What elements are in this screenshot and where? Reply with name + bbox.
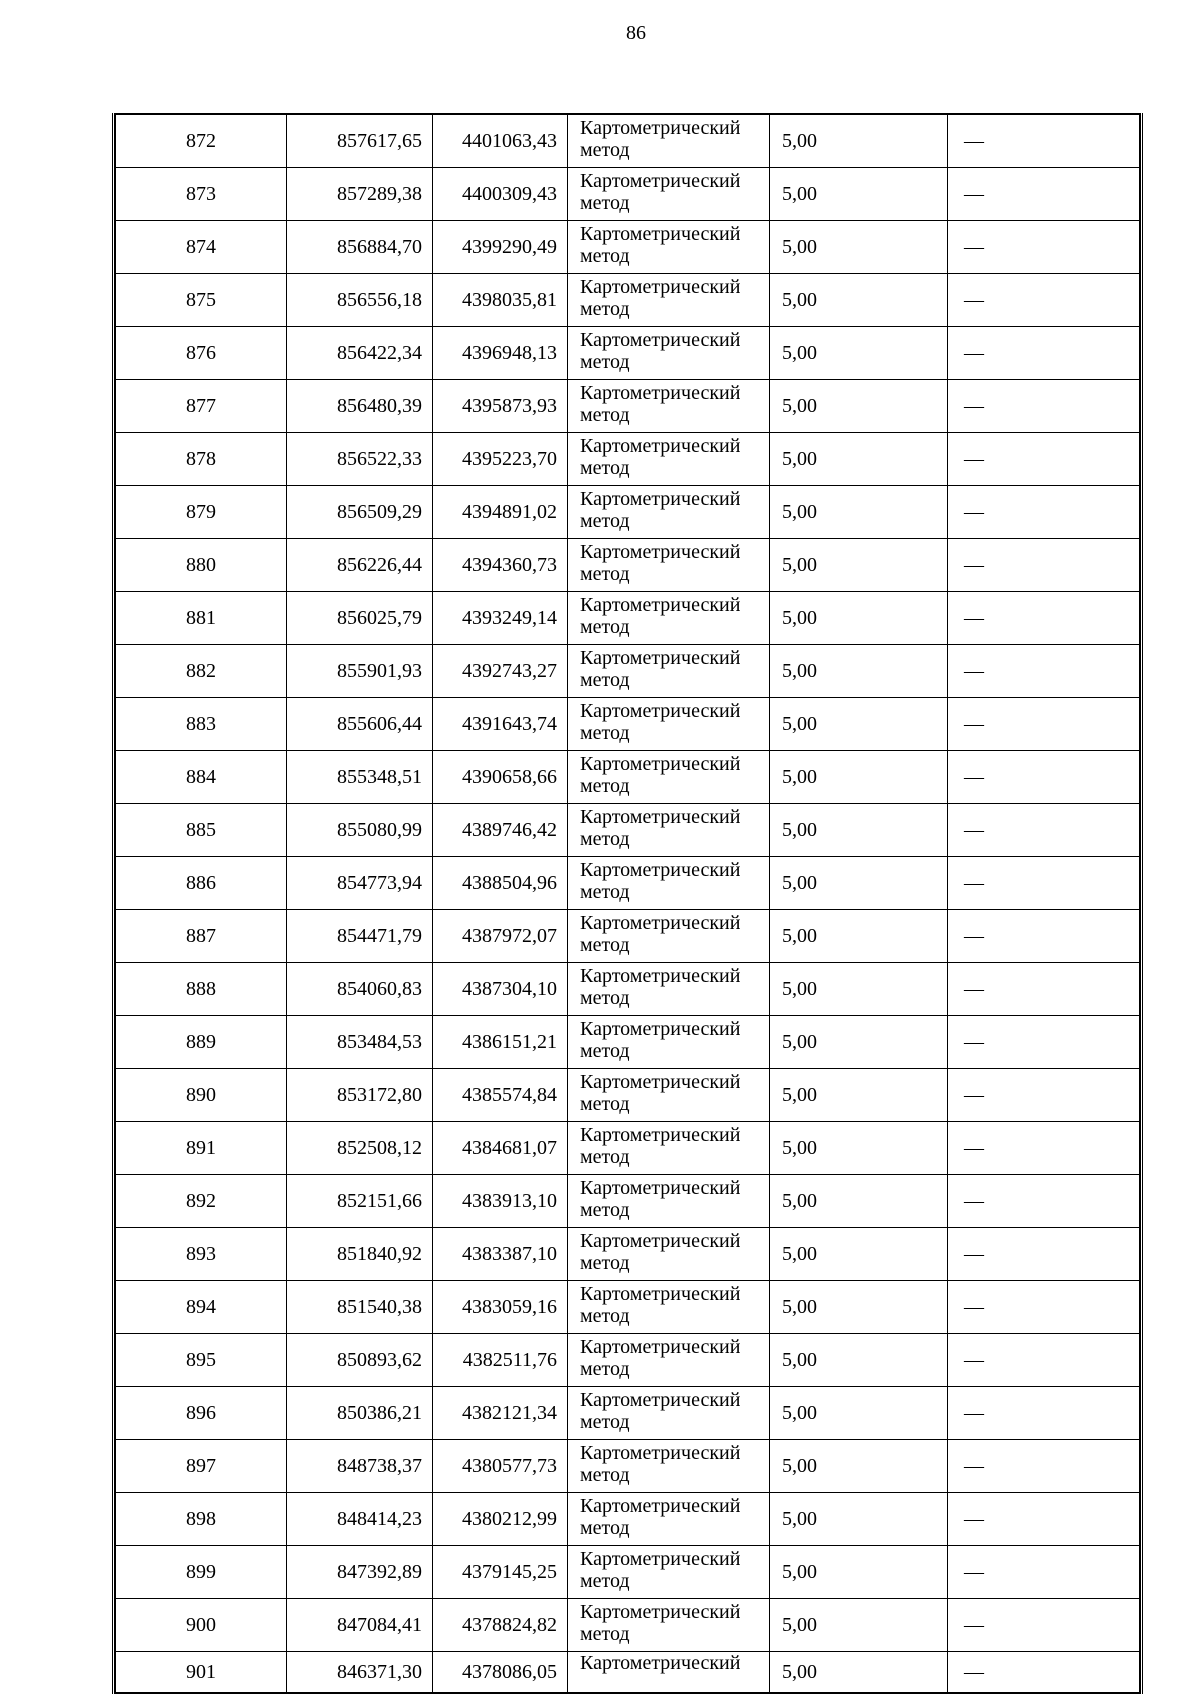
coordinate-y: 4385574,84: [433, 1069, 568, 1122]
accuracy-cell: 5,00: [770, 1228, 948, 1281]
method-line-1: Картометрический: [580, 382, 741, 404]
table-row: [116, 1387, 1140, 1440]
method-cell: [568, 804, 770, 857]
method-line-2: метод: [580, 510, 630, 532]
accuracy-cell: 5,00: [770, 963, 948, 1016]
table-row: [116, 114, 1140, 168]
method-line-1: Картометрический: [580, 1601, 741, 1623]
method-line-1: Картометрический: [580, 1283, 741, 1305]
point-number: 875: [116, 274, 287, 327]
coordinate-y: 4394360,73: [433, 539, 568, 592]
coordinate-y: 4398035,81: [433, 274, 568, 327]
method-line-2: метод: [580, 1570, 630, 1592]
description-cell: —: [948, 1334, 1140, 1387]
point-number: 884: [116, 751, 287, 804]
table-row: [116, 168, 1140, 221]
table-row: [116, 433, 1140, 486]
method-line-2: метод: [580, 722, 630, 744]
coordinate-x: 850386,21: [287, 1387, 433, 1440]
description-cell: —: [948, 1016, 1140, 1069]
method-line-1: Картометрический: [580, 1652, 741, 1674]
method-line-1: Картометрический: [580, 1230, 741, 1252]
table-row: [116, 751, 1140, 804]
method-cell: [568, 751, 770, 804]
coordinate-y: 4380577,73: [433, 1440, 568, 1493]
method-cell: [568, 168, 770, 221]
method-line-2: метод: [580, 298, 630, 320]
coordinate-y: 4391643,74: [433, 698, 568, 751]
method-cell: [568, 1493, 770, 1546]
coordinate-x: 847392,89: [287, 1546, 433, 1599]
coordinate-x: 852508,12: [287, 1122, 433, 1175]
point-number: 887: [116, 910, 287, 963]
method-line-1: Картометрический: [580, 117, 741, 139]
coordinate-y: 4392743,27: [433, 645, 568, 698]
description-cell: —: [948, 857, 1140, 910]
accuracy-cell: 5,00: [770, 751, 948, 804]
method-line-2: метод: [580, 192, 630, 214]
table-row: [116, 221, 1140, 274]
coordinate-y: 4382511,76: [433, 1334, 568, 1387]
method-cell: [568, 1334, 770, 1387]
method-cell: [568, 1599, 770, 1652]
accuracy-cell: 5,00: [770, 1599, 948, 1652]
method-cell: [568, 539, 770, 592]
accuracy-cell: 5,00: [770, 1281, 948, 1334]
coordinate-x: 852151,66: [287, 1175, 433, 1228]
accuracy-cell: 5,00: [770, 1069, 948, 1122]
coordinate-y: 4383913,10: [433, 1175, 568, 1228]
accuracy-cell: 5,00: [770, 1122, 948, 1175]
method-line-2: метод: [580, 139, 630, 161]
coordinate-y: 4401063,43: [433, 114, 568, 168]
table-row: [116, 963, 1140, 1016]
description-cell: —: [948, 698, 1140, 751]
method-line-2: метод: [580, 775, 630, 797]
coordinate-y: 4399290,49: [433, 221, 568, 274]
method-line-1: Картометрический: [580, 594, 741, 616]
coordinate-x: 857617,65: [287, 114, 433, 168]
table-row: [116, 1069, 1140, 1122]
coordinate-y: 4394891,02: [433, 486, 568, 539]
method-line-2: метод: [580, 828, 630, 850]
coordinate-y: 4378086,05: [433, 1652, 568, 1694]
description-cell: —: [948, 380, 1140, 433]
point-number: 880: [116, 539, 287, 592]
method-line-1: Картометрический: [580, 1071, 741, 1093]
coordinate-y: 4384681,07: [433, 1122, 568, 1175]
method-line-2: метод: [580, 1305, 630, 1327]
coordinate-y: 4396948,13: [433, 327, 568, 380]
method-cell: [568, 910, 770, 963]
coordinate-x: 851540,38: [287, 1281, 433, 1334]
description-cell: —: [948, 1281, 1140, 1334]
method-line-2: метод: [580, 351, 630, 373]
accuracy-cell: 5,00: [770, 274, 948, 327]
description-cell: —: [948, 963, 1140, 1016]
accuracy-cell: 5,00: [770, 1334, 948, 1387]
method-cell: [568, 486, 770, 539]
table-row: [116, 857, 1140, 910]
method-line-2: метод: [580, 1411, 630, 1433]
accuracy-cell: 5,00: [770, 1016, 948, 1069]
coordinate-y: 4383387,10: [433, 1228, 568, 1281]
method-cell: [568, 1281, 770, 1334]
method-cell: [568, 963, 770, 1016]
method-line-1: Картометрический: [580, 1336, 741, 1358]
point-number: 899: [116, 1546, 287, 1599]
method-line-1: Картометрический: [580, 1442, 741, 1464]
coordinate-x: 855901,93: [287, 645, 433, 698]
method-line-1: Картометрический: [580, 488, 741, 510]
method-line-1: Картометрический: [580, 1124, 741, 1146]
method-cell: [568, 1228, 770, 1281]
method-cell: [568, 114, 770, 168]
method-line-2: метод: [580, 1199, 630, 1221]
method-line-2: метод: [580, 1093, 630, 1115]
description-cell: —: [948, 1175, 1140, 1228]
table-row: [116, 910, 1140, 963]
table-row: [116, 592, 1140, 645]
method-cell: [568, 1069, 770, 1122]
method-cell: [568, 698, 770, 751]
point-number: 897: [116, 1440, 287, 1493]
coordinate-x: 856509,29: [287, 486, 433, 539]
point-number: 895: [116, 1334, 287, 1387]
description-cell: —: [948, 486, 1140, 539]
table-row: [116, 380, 1140, 433]
method-line-1: Картометрический: [580, 647, 741, 669]
coordinate-x: 847084,41: [287, 1599, 433, 1652]
page-number: 86: [626, 22, 646, 44]
description-cell: —: [948, 539, 1140, 592]
description-cell: —: [948, 1493, 1140, 1546]
coordinate-x: 856226,44: [287, 539, 433, 592]
coordinate-x: 855080,99: [287, 804, 433, 857]
method-cell: [568, 433, 770, 486]
coordinate-x: 856522,33: [287, 433, 433, 486]
coordinate-y: 4380212,99: [433, 1493, 568, 1546]
coordinate-y: 4388504,96: [433, 857, 568, 910]
coordinate-y: 4400309,43: [433, 168, 568, 221]
method-cell: [568, 1175, 770, 1228]
method-line-1: Картометрический: [580, 276, 741, 298]
point-number: 898: [116, 1493, 287, 1546]
method-line-2: метод: [580, 881, 630, 903]
point-number: 885: [116, 804, 287, 857]
point-number: 891: [116, 1122, 287, 1175]
method-line-1: Картометрический: [580, 859, 741, 881]
point-number: 879: [116, 486, 287, 539]
coordinate-x: 854060,83: [287, 963, 433, 1016]
coordinate-x: 856422,34: [287, 327, 433, 380]
accuracy-cell: 5,00: [770, 1440, 948, 1493]
description-cell: —: [948, 910, 1140, 963]
coordinate-x: 856025,79: [287, 592, 433, 645]
method-line-1: Картометрический: [580, 1018, 741, 1040]
method-line-1: Картометрический: [580, 1177, 741, 1199]
method-line-1: Картометрический: [580, 912, 741, 934]
method-line-2: метод: [580, 987, 630, 1009]
method-line-2: метод: [580, 1358, 630, 1380]
table-body: [116, 114, 1140, 1693]
method-line-1: Картометрический: [580, 700, 741, 722]
coordinate-x: 856480,39: [287, 380, 433, 433]
method-line-2: метод: [580, 404, 630, 426]
method-line-2: метод: [580, 616, 630, 638]
method-line-1: Картометрический: [580, 806, 741, 828]
table-row: [116, 1334, 1140, 1387]
method-cell: [568, 592, 770, 645]
table-row: [116, 1599, 1140, 1652]
coordinate-x: 856556,18: [287, 274, 433, 327]
point-number: 893: [116, 1228, 287, 1281]
table-row: [116, 327, 1140, 380]
method-line-2: метод: [580, 669, 630, 691]
point-number: 886: [116, 857, 287, 910]
accuracy-cell: 5,00: [770, 698, 948, 751]
table-row: [116, 1440, 1140, 1493]
method-cell: [568, 1387, 770, 1440]
point-number: 872: [116, 114, 287, 168]
point-number: 881: [116, 592, 287, 645]
table-row: [116, 486, 1140, 539]
method-cell: [568, 1546, 770, 1599]
coordinate-x: 854471,79: [287, 910, 433, 963]
coordinate-y: 4389746,42: [433, 804, 568, 857]
method-line-1: Картометрический: [580, 1389, 741, 1411]
method-cell: [568, 380, 770, 433]
coordinate-x: 857289,38: [287, 168, 433, 221]
table-row: [116, 804, 1140, 857]
description-cell: —: [948, 1228, 1140, 1281]
accuracy-cell: 5,00: [770, 114, 948, 168]
description-cell: —: [948, 1599, 1140, 1652]
method-line-2: метод: [580, 1040, 630, 1062]
point-number: 878: [116, 433, 287, 486]
method-line-2: метод: [580, 934, 630, 956]
description-cell: —: [948, 1652, 1140, 1694]
table-row: [116, 1122, 1140, 1175]
point-number: 874: [116, 221, 287, 274]
table-row: [116, 539, 1140, 592]
accuracy-cell: 5,00: [770, 380, 948, 433]
method-line-2: метод: [580, 1146, 630, 1168]
method-line-2: метод: [580, 1623, 630, 1645]
description-cell: —: [948, 1069, 1140, 1122]
method-line-2: метод: [580, 245, 630, 267]
method-cell: [568, 1122, 770, 1175]
table-row: [116, 1175, 1140, 1228]
coordinate-x: 855348,51: [287, 751, 433, 804]
coordinates-table: [112, 113, 1143, 1694]
coordinate-x: 848738,37: [287, 1440, 433, 1493]
method-cell: [568, 857, 770, 910]
method-cell: [568, 274, 770, 327]
method-line-1: Картометрический: [580, 965, 741, 987]
description-cell: —: [948, 221, 1140, 274]
coordinate-y: 4386151,21: [433, 1016, 568, 1069]
description-cell: —: [948, 592, 1140, 645]
coordinate-x: 848414,23: [287, 1493, 433, 1546]
accuracy-cell: 5,00: [770, 539, 948, 592]
method-line-2: метод: [580, 1252, 630, 1274]
coordinate-y: 4378824,82: [433, 1599, 568, 1652]
accuracy-cell: 5,00: [770, 1175, 948, 1228]
coordinate-x: 855606,44: [287, 698, 433, 751]
coordinate-x: 850893,62: [287, 1334, 433, 1387]
description-cell: —: [948, 114, 1140, 168]
coordinate-x: 853484,53: [287, 1016, 433, 1069]
point-number: 894: [116, 1281, 287, 1334]
accuracy-cell: 5,00: [770, 592, 948, 645]
coordinate-y: 4390658,66: [433, 751, 568, 804]
method-line-1: Картометрический: [580, 1548, 741, 1570]
coordinate-y: 4387304,10: [433, 963, 568, 1016]
method-cell: [568, 1016, 770, 1069]
method-line-1: Картометрический: [580, 435, 741, 457]
method-line-2: метод: [580, 1517, 630, 1539]
description-cell: —: [948, 433, 1140, 486]
table-row: [116, 645, 1140, 698]
accuracy-cell: 5,00: [770, 857, 948, 910]
accuracy-cell: 5,00: [770, 1387, 948, 1440]
description-cell: —: [948, 168, 1140, 221]
description-cell: —: [948, 1122, 1140, 1175]
method-line-1: Картометрический: [580, 541, 741, 563]
table-row: [116, 274, 1140, 327]
table-row: [116, 698, 1140, 751]
table-row: [116, 1652, 1140, 1694]
point-number: 873: [116, 168, 287, 221]
accuracy-cell: 5,00: [770, 804, 948, 857]
table-row: [116, 1546, 1140, 1599]
method-cell: [568, 221, 770, 274]
point-number: 882: [116, 645, 287, 698]
point-number: 877: [116, 380, 287, 433]
coordinate-y: 4383059,16: [433, 1281, 568, 1334]
accuracy-cell: 5,00: [770, 645, 948, 698]
description-cell: —: [948, 274, 1140, 327]
coordinate-x: 851840,92: [287, 1228, 433, 1281]
method-line-2: метод: [580, 563, 630, 585]
description-cell: —: [948, 1440, 1140, 1493]
coordinate-y: 4387972,07: [433, 910, 568, 963]
description-cell: —: [948, 1387, 1140, 1440]
accuracy-cell: 5,00: [770, 168, 948, 221]
point-number: 888: [116, 963, 287, 1016]
coordinate-x: 846371,30: [287, 1652, 433, 1694]
table-row: [116, 1281, 1140, 1334]
method-cell: [568, 645, 770, 698]
method-line-2: метод: [580, 1464, 630, 1486]
coordinate-x: 853172,80: [287, 1069, 433, 1122]
table-row: [116, 1228, 1140, 1281]
coordinate-y: 4379145,25: [433, 1546, 568, 1599]
accuracy-cell: 5,00: [770, 1493, 948, 1546]
coordinate-y: 4393249,14: [433, 592, 568, 645]
point-number: 900: [116, 1599, 287, 1652]
method-cell: [568, 1652, 770, 1694]
description-cell: —: [948, 751, 1140, 804]
description-cell: —: [948, 1546, 1140, 1599]
method-cell: [568, 1440, 770, 1493]
point-number: 883: [116, 698, 287, 751]
point-number: 876: [116, 327, 287, 380]
point-number: 896: [116, 1387, 287, 1440]
accuracy-cell: 5,00: [770, 221, 948, 274]
method-line-1: Картометрический: [580, 753, 741, 775]
accuracy-cell: 5,00: [770, 1546, 948, 1599]
description-cell: —: [948, 327, 1140, 380]
table-row: [116, 1493, 1140, 1546]
accuracy-cell: 5,00: [770, 327, 948, 380]
coordinate-y: 4395223,70: [433, 433, 568, 486]
point-number: 901: [116, 1652, 287, 1694]
point-number: 889: [116, 1016, 287, 1069]
method-line-1: Картометрический: [580, 1495, 741, 1517]
table-row: [116, 1016, 1140, 1069]
description-cell: —: [948, 645, 1140, 698]
coordinate-y: 4382121,34: [433, 1387, 568, 1440]
description-cell: —: [948, 804, 1140, 857]
accuracy-cell: 5,00: [770, 433, 948, 486]
accuracy-cell: 5,00: [770, 1652, 948, 1694]
point-number: 890: [116, 1069, 287, 1122]
method-cell: [568, 327, 770, 380]
method-line-1: Картометрический: [580, 329, 741, 351]
method-line-1: Картометрический: [580, 170, 741, 192]
coordinate-x: 856884,70: [287, 221, 433, 274]
method-line-1: Картометрический: [580, 223, 741, 245]
accuracy-cell: 5,00: [770, 910, 948, 963]
point-number: 892: [116, 1175, 287, 1228]
method-line-2: метод: [580, 457, 630, 479]
coordinate-x: 854773,94: [287, 857, 433, 910]
accuracy-cell: 5,00: [770, 486, 948, 539]
coordinate-y: 4395873,93: [433, 380, 568, 433]
